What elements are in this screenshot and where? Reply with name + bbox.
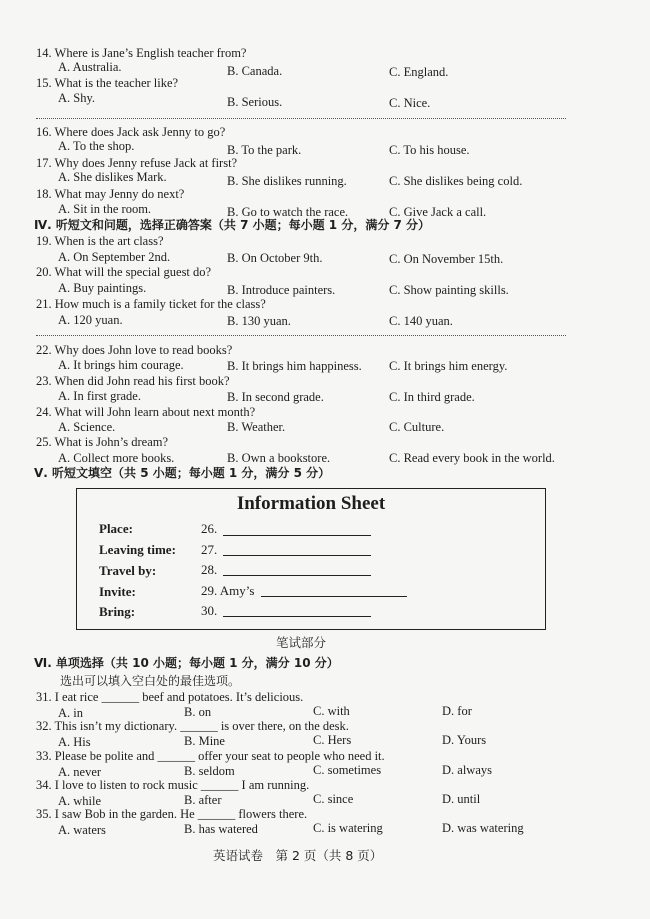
question-stem: 25. What is John’s dream? — [36, 435, 169, 449]
option-b: B. after — [184, 793, 222, 807]
answer-blank-30[interactable] — [223, 616, 371, 617]
answer-blank-28[interactable] — [223, 575, 371, 576]
info-number-28: 28. — [201, 562, 218, 577]
option-b: B. Serious. — [227, 95, 283, 109]
option-b: B. Weather. — [227, 420, 286, 434]
option-c: C. Nice. — [389, 96, 431, 110]
info-number-27: 27. — [201, 542, 218, 557]
option-c: C. In third grade. — [389, 390, 475, 404]
option-c: C. Read every book in the world. — [389, 451, 555, 465]
section-6-instruction: 选出可以填入空白处的最佳选项。 — [60, 674, 241, 688]
question-stem: 23. When did John read his first book? — [36, 374, 230, 388]
question-stem: 16. Where does Jack ask Jenny to go? — [36, 125, 226, 139]
question-stem: 35. I saw Bob in the garden. He ______ flowers there. — [36, 807, 308, 821]
question-stem: 34. I love to listen to rock music ______ I am running. — [36, 778, 310, 792]
question-stem: 19. When is the art class? — [36, 234, 164, 248]
option-a: A. in — [58, 706, 83, 720]
option-a: A. waters — [58, 823, 106, 837]
option-b: B. on — [184, 705, 212, 719]
option-d: D. until — [442, 792, 481, 806]
question-stem: 22. Why does John love to read books? — [36, 343, 233, 357]
option-c: C. with — [313, 704, 350, 718]
question-stem: 33. Please be polite and ______ offer your seat to people who need it. — [36, 749, 385, 763]
section-6-title: Ⅵ. 单项选择（共 10 小题；每小题 1 分，满分 10 分） — [34, 656, 339, 670]
option-b: B. On October 9th. — [227, 251, 323, 265]
info-label-travel-by: Travel by: — [99, 563, 157, 578]
option-a: A. His — [58, 735, 91, 749]
option-c: C. is watering — [313, 821, 383, 835]
option-c: C. Culture. — [389, 420, 445, 434]
option-b: B. Introduce painters. — [227, 283, 336, 297]
option-a: A. while — [58, 794, 102, 808]
option-c: C. since — [313, 792, 354, 806]
question-stem: 20. What will the special guest do? — [36, 265, 212, 279]
option-c: C. Hers — [313, 733, 352, 747]
question-stem: 17. Why does Jenny refuse Jack at first? — [36, 156, 238, 170]
info-label-bring: Bring: — [99, 604, 136, 619]
answer-blank-29[interactable] — [261, 596, 407, 597]
information-sheet-title: Information Sheet — [236, 493, 386, 514]
option-a: A. 120 yuan. — [58, 313, 123, 327]
option-d: D. Yours — [442, 733, 487, 747]
option-a: A. It brings him courage. — [58, 358, 184, 372]
divider — [36, 118, 566, 119]
info-number-30: 30. — [201, 603, 218, 618]
option-a: A. Sit in the room. — [58, 202, 152, 216]
option-b: B. Go to watch the race. — [227, 205, 349, 219]
info-label-invite: Invite: — [99, 584, 136, 599]
option-b: B. seldom — [184, 764, 235, 778]
option-b: B. To the park. — [227, 143, 302, 157]
option-c: C. On November 15th. — [389, 252, 504, 266]
option-c: C. sometimes — [313, 763, 382, 777]
written-part-heading: 笔试部分 — [276, 635, 327, 650]
option-c: C. Show painting skills. — [389, 283, 509, 297]
question-stem: 14. Where is Jane’s English teacher from? — [36, 46, 247, 60]
option-c: C. She dislikes being cold. — [389, 174, 523, 188]
section-4-title: Ⅳ. 听短文和问题，选择正确答案（共 7 小题；每小题 1 分，满分 7 分） — [34, 218, 431, 232]
info-label-place: Place: — [99, 521, 133, 536]
option-a: A. Australia. — [58, 60, 122, 74]
option-c: C. 140 yuan. — [389, 314, 453, 328]
answer-blank-27[interactable] — [223, 555, 371, 556]
option-b: B. She dislikes running. — [227, 174, 347, 188]
option-d: D. always — [442, 763, 492, 777]
option-c: C. England. — [389, 65, 449, 79]
option-b: B. Mine — [184, 734, 225, 748]
option-a: A. In first grade. — [58, 389, 141, 403]
option-a: A. Collect more books. — [58, 451, 175, 465]
option-a: A. never — [58, 765, 102, 779]
information-sheet — [76, 488, 546, 630]
option-a: A. To the shop. — [58, 139, 135, 153]
option-c: C. It brings him energy. — [389, 359, 508, 373]
option-a: A. Shy. — [58, 91, 96, 105]
info-number-29: 29. Amy’s — [201, 583, 255, 598]
option-b: B. Own a bookstore. — [227, 451, 331, 465]
question-stem: 24. What will John learn about next month? — [36, 405, 256, 419]
info-label-leaving-time: Leaving time: — [99, 542, 176, 557]
option-a: A. Science. — [58, 420, 116, 434]
option-b: B. In second grade. — [227, 390, 324, 404]
option-b: B. Canada. — [227, 64, 283, 78]
question-stem: 15. What is the teacher like? — [36, 76, 179, 90]
info-number-26: 26. — [201, 521, 218, 536]
divider — [36, 335, 566, 336]
section-5-title: Ⅴ. 听短文填空（共 5 小题；每小题 1 分，满分 5 分） — [34, 466, 331, 480]
answer-blank-26[interactable] — [223, 535, 371, 536]
option-d: D. for — [442, 704, 472, 718]
question-stem: 21. How much is a family ticket for the class? — [36, 297, 266, 311]
option-b: B. has watered — [184, 822, 258, 836]
option-c: C. To his house. — [389, 143, 470, 157]
option-c: C. Give Jack a call. — [389, 205, 487, 219]
option-b: B. It brings him happiness. — [227, 359, 362, 373]
option-b: B. 130 yuan. — [227, 314, 291, 328]
option-d: D. was watering — [442, 821, 524, 835]
question-stem: 32. This isn’t my dictionary. ______ is over there, on the desk. — [36, 719, 349, 733]
option-a: A. She dislikes Mark. — [58, 170, 167, 184]
page-footer: 英语试卷 第 2 页（共 8 页） — [213, 848, 383, 863]
option-a: A. Buy paintings. — [58, 281, 147, 295]
question-stem: 18. What may Jenny do next? — [36, 187, 185, 201]
option-a: A. On September 2nd. — [58, 250, 171, 264]
question-stem: 31. I eat rice ______ beef and potatoes. It’s delicious. — [36, 690, 304, 704]
